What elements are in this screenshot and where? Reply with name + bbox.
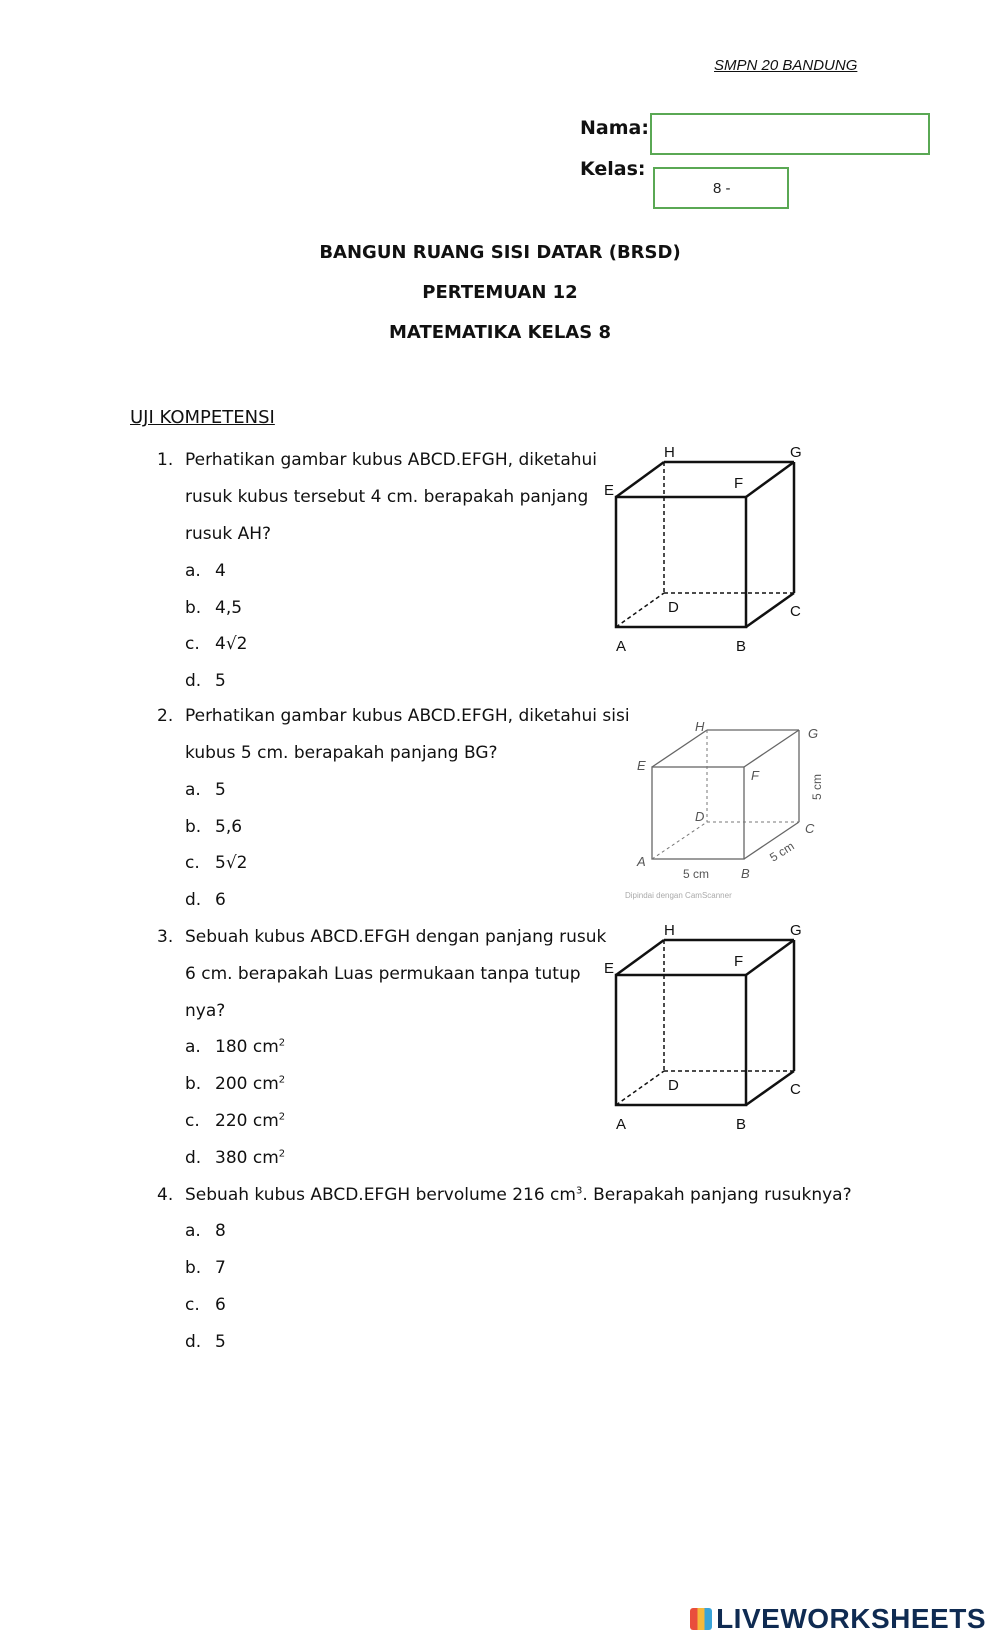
q4-option-c: c. 6 — [185, 1295, 226, 1315]
vertex-label-e: E — [604, 482, 615, 499]
question-1-line-2: rusuk kubus tersebut 4 cm. berapakah panjang — [185, 487, 589, 507]
fig3-vertex-f: F — [734, 953, 744, 970]
q3-option-b: b. 200 $cm^2$ — [185, 1074, 286, 1094]
question-1-line-3: rusuk AH? — [185, 524, 272, 544]
school-name: SMPN 20 BANDUNG — [714, 57, 858, 74]
question-3-number: 3. — [157, 927, 174, 947]
subject-title: MATEMATIKA KELAS 8 — [389, 322, 611, 343]
question-4-line-1: 4. Sebuah kubus ABCD.EFGH bervolume 216 $cm^3$. Berapakah panjang rusuknya? — [157, 1185, 852, 1205]
logo-grid-icon — [690, 1608, 712, 1630]
question-3-line-1: 3. Sebuah kubus ABCD.EFGH dengan panjang rusuk — [157, 927, 607, 947]
q4-option-a: a. 8 — [185, 1221, 226, 1241]
question-2-line-1: 2. Perhatikan gambar kubus ABCD.EFGH, diketahui sisi — [157, 706, 630, 726]
q2-option-a: a. 5 — [185, 780, 226, 800]
kelas-input[interactable] — [653, 167, 789, 209]
fig2-dimension-cg: 5 cm — [810, 773, 824, 800]
question-3-line-2: 6 cm. berapakah Luas permukaan tanpa tutup — [185, 964, 581, 984]
fig2-dimension-ab: 5 cm — [683, 867, 710, 881]
main-title: BANGUN RUANG SISI DATAR (BRSD) — [319, 242, 681, 263]
fig3-vertex-d: D — [668, 1077, 679, 1094]
fig3-vertex-a: A — [616, 1116, 627, 1133]
vertex-label-h: H — [664, 445, 675, 461]
cube-figure-3 — [600, 923, 830, 1133]
vertex-label-f: F — [734, 475, 744, 492]
vertex-label-c: C — [790, 603, 801, 620]
fig3-vertex-e: E — [604, 960, 615, 977]
fig2-vertex-f: F — [751, 768, 759, 783]
vertex-label-a: A — [616, 638, 627, 655]
nama-label: Nama: — [580, 117, 649, 139]
q1-option-d: d. 5 — [185, 671, 226, 691]
cube-figure-1 — [600, 445, 830, 655]
fig2-vertex-e: E — [637, 758, 646, 773]
question-1-number: 1. — [157, 450, 174, 470]
fig3-vertex-c: C — [790, 1081, 801, 1098]
q4-option-d: d. 5 — [185, 1332, 226, 1352]
q1-option-a: a. 4 — [185, 561, 226, 581]
question-2-line-2: kubus 5 cm. berapakah panjang BG? — [185, 743, 498, 763]
fig2-vertex-a: A — [637, 854, 646, 869]
fig3-vertex-b: B — [736, 1116, 747, 1133]
fig2-vertex-b: B — [741, 866, 750, 881]
q4-option-b: b. 7 — [185, 1258, 226, 1278]
q1-option-c: c. 4√2 — [185, 634, 248, 654]
q2-option-c: c. 5√2 — [185, 853, 248, 873]
fig3-vertex-g: G — [790, 923, 802, 939]
vertex-label-b: B — [736, 638, 747, 655]
fig2-vertex-d: D — [695, 809, 705, 824]
nama-input[interactable] — [650, 113, 930, 155]
cube-figure-2 — [625, 712, 845, 908]
fig2-vertex-h: H — [695, 719, 705, 734]
question-4-number: 4. — [157, 1185, 174, 1205]
vertex-label-g: G — [790, 445, 802, 461]
section-heading: UJI KOMPETENSI — [130, 407, 275, 428]
scanner-note: Dipindai dengan CamScanner — [625, 891, 732, 900]
q2-option-d: d. 6 — [185, 890, 226, 910]
q3-option-a: a. 180 $cm^2$ — [185, 1037, 286, 1057]
q2-option-b: b. 5,6 — [185, 817, 243, 837]
question-1-line-1: 1. Perhatikan gambar kubus ABCD.EFGH, diketahui — [157, 450, 598, 470]
question-2-number: 2. — [157, 706, 174, 726]
kelas-label: Kelas: — [580, 158, 646, 180]
fig2-vertex-g: G — [808, 726, 819, 741]
q1-option-b: b. 4,5 — [185, 598, 243, 618]
liveworksheets-logo[interactable]: LIVEWORKSHEETS — [690, 1603, 986, 1635]
vertex-label-d: D — [668, 599, 679, 616]
fig2-dimension-bc: 5 cm — [767, 838, 797, 865]
fig2-vertex-c: C — [805, 821, 815, 836]
q3-option-c: c. 220 $cm^2$ — [185, 1111, 286, 1131]
fig3-vertex-h: H — [664, 923, 675, 939]
q3-option-d: d. 380 $cm^2$ — [185, 1148, 286, 1168]
question-3-line-3: nya? — [185, 1001, 226, 1021]
meeting-title: PERTEMUAN 12 — [422, 282, 578, 303]
